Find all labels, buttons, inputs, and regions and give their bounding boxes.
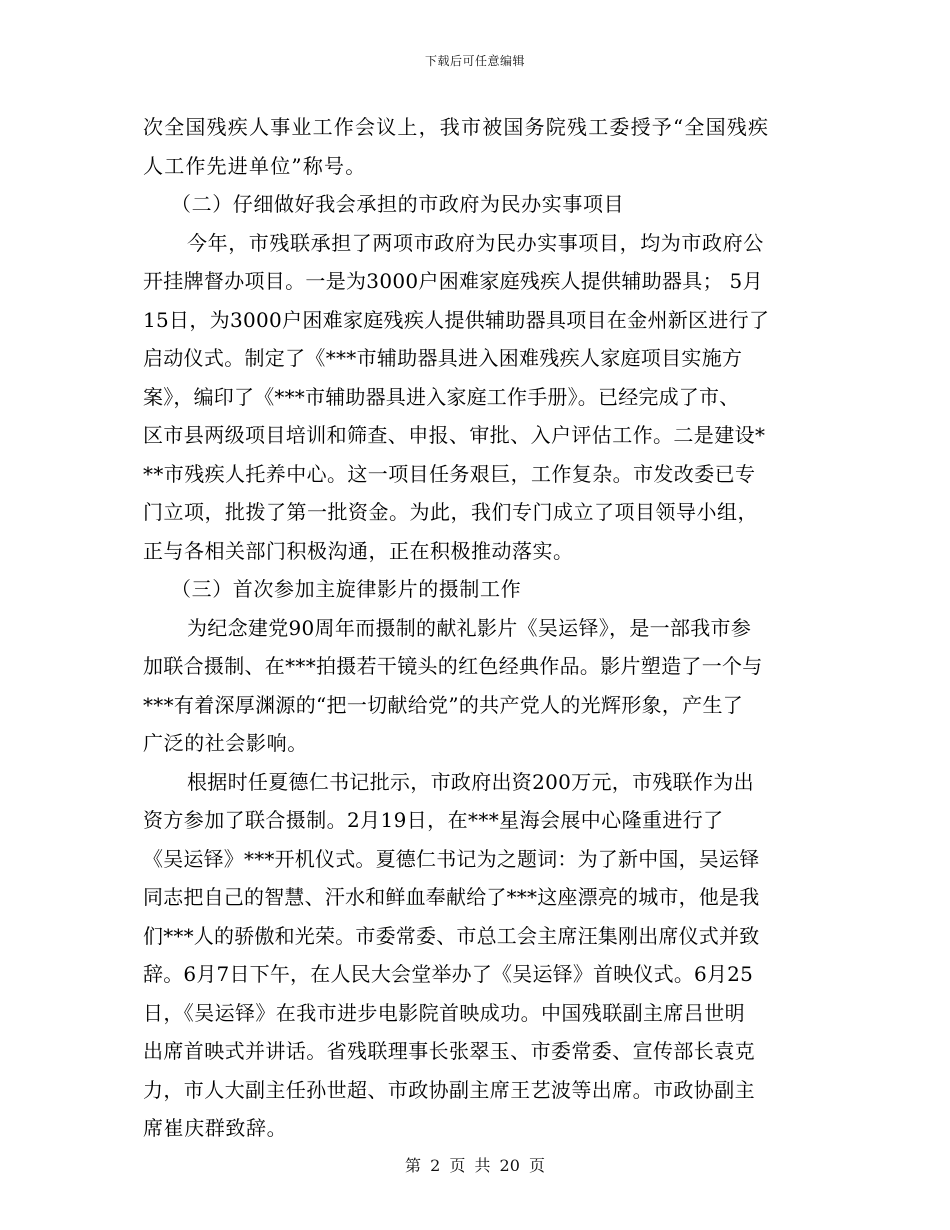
text-line: 开挂牌督办项目。一是为3000户困难家庭残疾人提供辅助器具； 5月 bbox=[143, 269, 763, 293]
text-line: 15日，为3000户困难家庭残疾人提供辅助器具项目在金州新区进行了 bbox=[143, 307, 770, 332]
text-line: 根据时任夏德仁书记批示，市政府出资200万元，市残联作为出 bbox=[187, 769, 754, 794]
text-line: 区市县两级项目培训和筛查、申报、审批、入户评估工作。二是建设* bbox=[143, 423, 766, 447]
text-line: 门立项，批拨了第一批资金。为此，我们专门成立了项目领导小组， bbox=[143, 500, 758, 524]
text-line: 加联合摄制、在***拍摄若干镜头的红色经典作品。影片塑造了一个与 bbox=[143, 654, 763, 678]
text-line: 今年，市残联承担了两项市政府为民办实事项目，均为市政府公 bbox=[187, 230, 764, 255]
text-line: 启动仪式。制定了《***市辅助器具进入困难残疾人家庭项目实施方 bbox=[143, 346, 743, 370]
section-heading: （二）仔细做好我会承担的市政府为民办实事项目 bbox=[171, 192, 625, 216]
text-line: 正与各相关部门积极沟通，正在积极推动落实。 bbox=[143, 538, 574, 563]
page-footer: 第 2 页 共 20 页 bbox=[405, 1156, 545, 1175]
text-line: 资方参加了联合摄制。2月19日，在***星海会展中心隆重进行了 bbox=[143, 808, 724, 832]
text-line: **市残疾人托养中心。这一项目任务艰巨，工作复杂。市发改委已专 bbox=[143, 461, 756, 486]
text-line: 案》，编印了《***市辅助器具进入家庭工作手册》。已经完成了市、 bbox=[143, 384, 740, 409]
text-line: 出席首映式并讲话。省残联理事长张翠玉、市委常委、宣传部长袁克 bbox=[143, 1039, 755, 1063]
text-line: 广泛的社会影响。 bbox=[143, 731, 308, 755]
text-line: 日，《吴运铎》在我市进步电影院首映成功。中国残联副主席吕世明 bbox=[143, 1000, 745, 1025]
text-line: 力，市人大副主任孙世超、市政协副主席王艺波等出席。市政协副主 bbox=[143, 1077, 755, 1102]
text-line: 同志把自己的智慧、汗水和鲜血奉献给了***这座漂亮的城市，他是我 bbox=[143, 885, 760, 909]
text-line: 席崔庆群致辞。 bbox=[143, 1116, 288, 1140]
text-line: ***有着深厚渊源的“把一切献给党”的共产党人的光辉形象，产生了 bbox=[143, 692, 744, 717]
body-text bbox=[143, 108, 807, 1148]
text-line: 次全国残疾人事业工作会议上，我市被国务院残工委授予“全国残疾 bbox=[143, 115, 770, 139]
text-line: 们***人的骄傲和光荣。市委常委、市总工会主席汪集刚出席仪式并致 bbox=[143, 923, 760, 948]
text-line: 人工作先进单位”称号。 bbox=[143, 153, 367, 178]
text-line: 为纪念建党90周年而摄制的献礼影片《吴运铎》，是一部我市参 bbox=[187, 615, 752, 640]
section-heading: （三）首次参加主旋律影片的摄制工作 bbox=[171, 577, 522, 601]
text-line: 《吴运铎》***开机仪式。夏德仁书记为之题词：为了新中国，吴运铎 bbox=[143, 846, 760, 871]
page-header: 下载后可任意编辑 bbox=[424, 54, 525, 68]
text-line: 辞。6月7日下午，在人民大会堂举办了《吴运铎》首映仪式。6月25 bbox=[143, 962, 754, 986]
